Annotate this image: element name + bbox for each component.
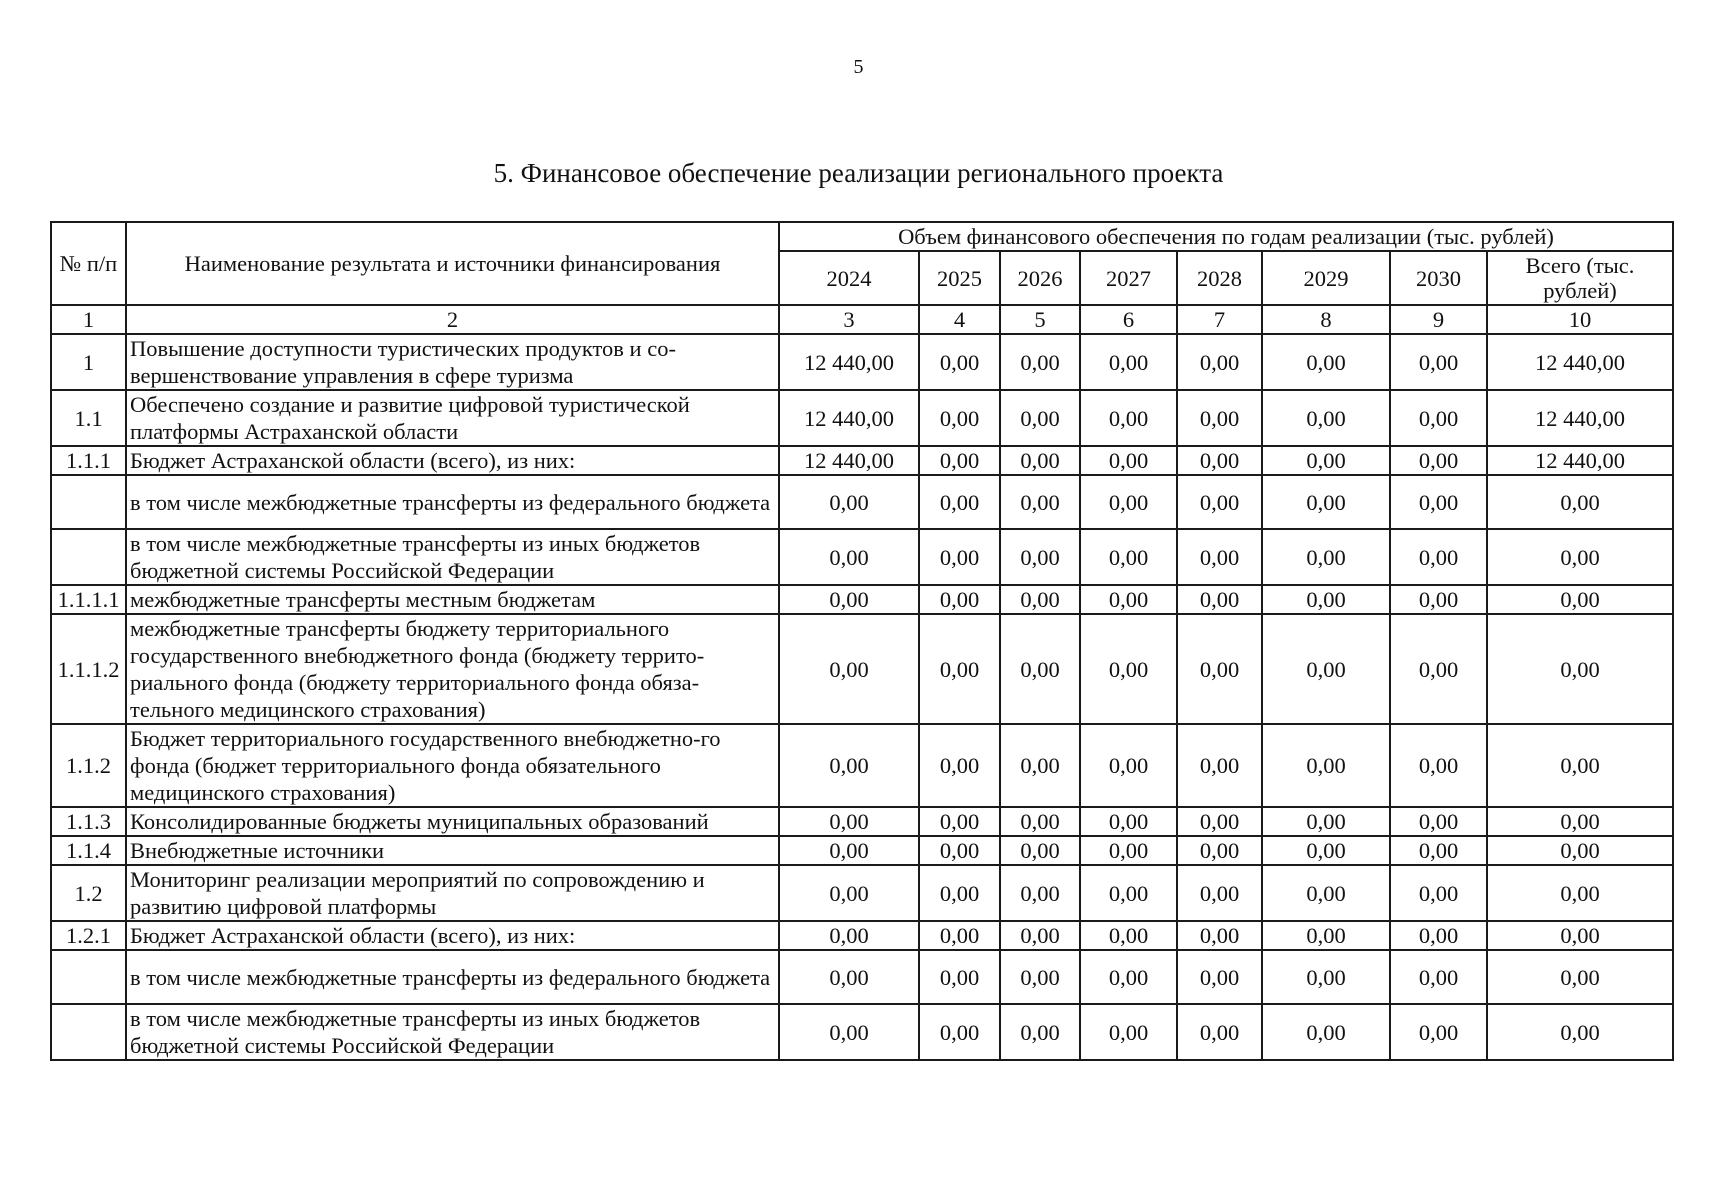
row-year-value: 0,00 — [1390, 334, 1487, 390]
table-row — [51, 475, 1673, 529]
row-name: Внебюджетные источники — [126, 836, 779, 865]
row-year-value: 0,00 — [1177, 475, 1262, 529]
row-number: 1.1.4 — [51, 836, 126, 865]
row-year-value: 0,00 — [1262, 614, 1390, 724]
row-year-value: 0,00 — [1390, 950, 1487, 1004]
row-year-value: 0,00 — [919, 724, 1000, 807]
row-year-value: 0,00 — [1080, 1004, 1177, 1060]
row-year-value: 12 440,00 — [779, 446, 919, 475]
column-number: 9 — [1390, 305, 1487, 334]
row-name: Обеспечено создание и развитие цифровой туристической платформы Астраханской области — [126, 390, 779, 446]
row-year-value: 0,00 — [919, 585, 1000, 614]
row-number: 1.1 — [51, 390, 126, 446]
header-year: 2025 — [919, 251, 1000, 305]
section-title: 5. Финансовое обеспечение реализации регионального проекта — [493, 158, 1224, 188]
row-number: 1.2 — [51, 865, 126, 921]
header-volume: Объем финансового обеспечения по годам реализации (тыс. рублей) — [779, 222, 1673, 251]
row-year-value: 0,00 — [1390, 390, 1487, 446]
row-year-value: 0,00 — [1000, 475, 1080, 529]
header-year: 2029 — [1262, 251, 1390, 305]
row-total-value: 0,00 — [1487, 529, 1673, 585]
row-year-value: 0,00 — [779, 724, 919, 807]
header-total: Всего (тыс. рублей) — [1487, 251, 1673, 305]
row-year-value: 0,00 — [1177, 1004, 1262, 1060]
row-year-value: 0,00 — [1262, 921, 1390, 950]
row-name: в том числе межбюджетные трансферты из иных бюджетов бюджетной системы Российской Федерации — [126, 1004, 779, 1060]
row-number: 1.2.1 — [51, 921, 126, 950]
financing-table-container — [50, 221, 1672, 1061]
row-year-value: 0,00 — [1080, 334, 1177, 390]
row-year-value: 0,00 — [779, 836, 919, 865]
row-year-value: 0,00 — [1177, 614, 1262, 724]
row-year-value: 0,00 — [1000, 865, 1080, 921]
row-year-value: 12 440,00 — [779, 390, 919, 446]
header-year: 2030 — [1390, 251, 1487, 305]
row-number — [51, 475, 126, 529]
column-number: 7 — [1177, 305, 1262, 334]
table-row — [51, 921, 1673, 950]
column-number: 10 — [1487, 305, 1673, 334]
row-year-value: 0,00 — [1000, 1004, 1080, 1060]
row-number: 1.1.2 — [51, 724, 126, 807]
column-number: 1 — [51, 305, 126, 334]
row-name: в том числе межбюджетные трансферты из федерального бюджета — [126, 950, 779, 1004]
row-total-value: 0,00 — [1487, 807, 1673, 836]
row-name: межбюджетные трансферты местным бюджетам — [126, 585, 779, 614]
table-row — [51, 724, 1673, 807]
row-year-value: 0,00 — [1177, 724, 1262, 807]
row-year-value: 0,00 — [1262, 529, 1390, 585]
column-number: 8 — [1262, 305, 1390, 334]
row-name: Консолидированные бюджеты муниципальных образований — [126, 807, 779, 836]
table-header — [51, 222, 1673, 305]
row-year-value: 0,00 — [1177, 950, 1262, 1004]
row-year-value: 0,00 — [919, 334, 1000, 390]
row-year-value: 0,00 — [1390, 836, 1487, 865]
row-total-value: 0,00 — [1487, 950, 1673, 1004]
row-total-value: 12 440,00 — [1487, 390, 1673, 446]
row-name: межбюджетные трансферты бюджету территориального государственного внебюджетного фонда (бюджету террито-риального фонда (бюджету территориального фонда обяза-тельного медицинского страхования) — [126, 614, 779, 724]
row-total-value: 0,00 — [1487, 836, 1673, 865]
row-number — [51, 1004, 126, 1060]
row-year-value: 0,00 — [1080, 390, 1177, 446]
row-total-value: 0,00 — [1487, 475, 1673, 529]
row-year-value: 0,00 — [1262, 334, 1390, 390]
header-year: 2026 — [1000, 251, 1080, 305]
row-number: 1 — [51, 334, 126, 390]
row-year-value: 0,00 — [1177, 334, 1262, 390]
row-number: 1.1.1.2 — [51, 614, 126, 724]
row-year-value: 0,00 — [1262, 836, 1390, 865]
table-row — [51, 950, 1673, 1004]
row-year-value: 0,00 — [1080, 950, 1177, 1004]
header-year: 2027 — [1080, 251, 1177, 305]
row-year-value: 0,00 — [1080, 529, 1177, 585]
row-year-value: 0,00 — [1080, 807, 1177, 836]
table-row — [51, 585, 1673, 614]
row-year-value: 0,00 — [1390, 1004, 1487, 1060]
row-year-value: 0,00 — [1080, 836, 1177, 865]
row-number: 1.1.1 — [51, 446, 126, 475]
row-year-value: 0,00 — [1390, 585, 1487, 614]
row-year-value: 0,00 — [779, 475, 919, 529]
table-row — [51, 807, 1673, 836]
row-year-value: 0,00 — [1177, 836, 1262, 865]
row-name: в том числе межбюджетные трансферты из федерального бюджета — [126, 475, 779, 529]
row-year-value: 0,00 — [919, 475, 1000, 529]
table-row — [51, 836, 1673, 865]
row-year-value: 0,00 — [1080, 585, 1177, 614]
row-year-value: 0,00 — [1390, 865, 1487, 921]
row-year-value: 0,00 — [1000, 585, 1080, 614]
row-year-value: 0,00 — [1177, 865, 1262, 921]
row-name: в том числе межбюджетные трансферты из иных бюджетов бюджетной системы Российской Федерации — [126, 529, 779, 585]
row-year-value: 0,00 — [1177, 807, 1262, 836]
row-year-value: 0,00 — [919, 1004, 1000, 1060]
header-year: 2024 — [779, 251, 919, 305]
row-year-value: 0,00 — [1000, 807, 1080, 836]
row-number: 1.1.1.1 — [51, 585, 126, 614]
row-total-value: 0,00 — [1487, 921, 1673, 950]
column-number: 6 — [1080, 305, 1177, 334]
row-year-value: 0,00 — [919, 446, 1000, 475]
page-number: 5 — [853, 56, 864, 78]
row-year-value: 0,00 — [1390, 724, 1487, 807]
row-total-value: 0,00 — [1487, 865, 1673, 921]
column-number: 2 — [126, 305, 779, 334]
table-row — [51, 1004, 1673, 1060]
row-number: 1.1.3 — [51, 807, 126, 836]
row-year-value: 0,00 — [1177, 390, 1262, 446]
row-year-value: 0,00 — [919, 950, 1000, 1004]
column-number: 3 — [779, 305, 919, 334]
row-year-value: 0,00 — [1000, 446, 1080, 475]
row-name: Повышение доступности туристических продуктов и со-вершенствование управления в сфере туризма — [126, 334, 779, 390]
row-year-value: 0,00 — [919, 921, 1000, 950]
row-year-value: 0,00 — [1080, 475, 1177, 529]
row-year-value: 12 440,00 — [779, 334, 919, 390]
row-name: Бюджет Астраханской области (всего), из них: — [126, 921, 779, 950]
table-row — [51, 334, 1673, 390]
row-year-value: 0,00 — [779, 614, 919, 724]
row-year-value: 0,00 — [1262, 475, 1390, 529]
header-year: 2028 — [1177, 251, 1262, 305]
column-number-row — [51, 305, 1673, 334]
table-row — [51, 390, 1673, 446]
row-year-value: 0,00 — [1000, 334, 1080, 390]
row-year-value: 0,00 — [1262, 446, 1390, 475]
row-year-value: 0,00 — [1000, 724, 1080, 807]
financing-table — [50, 221, 1674, 1061]
row-year-value: 0,00 — [919, 390, 1000, 446]
row-year-value: 0,00 — [1080, 724, 1177, 807]
row-number — [51, 950, 126, 1004]
table-row — [51, 529, 1673, 585]
row-total-value: 12 440,00 — [1487, 446, 1673, 475]
table-row — [51, 446, 1673, 475]
row-year-value: 0,00 — [919, 836, 1000, 865]
row-total-value: 12 440,00 — [1487, 334, 1673, 390]
row-total-value: 0,00 — [1487, 585, 1673, 614]
table-row — [51, 865, 1673, 921]
row-year-value: 0,00 — [1000, 529, 1080, 585]
table-body — [51, 305, 1673, 1060]
row-total-value: 0,00 — [1487, 724, 1673, 807]
row-year-value: 0,00 — [1262, 865, 1390, 921]
row-year-value: 0,00 — [1262, 950, 1390, 1004]
row-year-value: 0,00 — [1390, 921, 1487, 950]
row-total-value: 0,00 — [1487, 1004, 1673, 1060]
column-number: 4 — [919, 305, 1000, 334]
row-year-value: 0,00 — [779, 585, 919, 614]
row-year-value: 0,00 — [1080, 921, 1177, 950]
row-year-value: 0,00 — [1080, 865, 1177, 921]
row-year-value: 0,00 — [1262, 585, 1390, 614]
row-year-value: 0,00 — [919, 807, 1000, 836]
row-year-value: 0,00 — [779, 529, 919, 585]
row-year-value: 0,00 — [919, 614, 1000, 724]
row-year-value: 0,00 — [779, 865, 919, 921]
row-year-value: 0,00 — [1177, 529, 1262, 585]
row-year-value: 0,00 — [779, 807, 919, 836]
row-year-value: 0,00 — [919, 529, 1000, 585]
row-year-value: 0,00 — [779, 950, 919, 1004]
row-number — [51, 529, 126, 585]
row-year-value: 0,00 — [779, 1004, 919, 1060]
header-name: Наименование результата и источники финансирования — [126, 222, 779, 305]
row-year-value: 0,00 — [1000, 950, 1080, 1004]
column-number: 5 — [1000, 305, 1080, 334]
row-year-value: 0,00 — [1390, 446, 1487, 475]
row-year-value: 0,00 — [1080, 446, 1177, 475]
row-year-value: 0,00 — [1177, 921, 1262, 950]
row-year-value: 0,00 — [1262, 724, 1390, 807]
row-year-value: 0,00 — [919, 865, 1000, 921]
row-year-value: 0,00 — [1080, 614, 1177, 724]
row-year-value: 0,00 — [1000, 836, 1080, 865]
row-year-value: 0,00 — [1262, 390, 1390, 446]
row-name: Бюджет территориального государственного внебюджетно-го фонда (бюджет территориального фонда обязательного медицинского страхования) — [126, 724, 779, 807]
row-year-value: 0,00 — [1000, 921, 1080, 950]
row-year-value: 0,00 — [1390, 807, 1487, 836]
table-row — [51, 614, 1673, 724]
row-year-value: 0,00 — [779, 921, 919, 950]
row-year-value: 0,00 — [1262, 1004, 1390, 1060]
row-year-value: 0,00 — [1390, 529, 1487, 585]
row-year-value: 0,00 — [1177, 585, 1262, 614]
row-year-value: 0,00 — [1000, 390, 1080, 446]
row-total-value: 0,00 — [1487, 614, 1673, 724]
row-year-value: 0,00 — [1177, 446, 1262, 475]
row-name: Мониторинг реализации мероприятий по сопровождению и развитию цифровой платформы — [126, 865, 779, 921]
row-year-value: 0,00 — [1390, 614, 1487, 724]
row-year-value: 0,00 — [1262, 807, 1390, 836]
row-name: Бюджет Астраханской области (всего), из них: — [126, 446, 779, 475]
row-year-value: 0,00 — [1000, 614, 1080, 724]
row-year-value: 0,00 — [1390, 475, 1487, 529]
header-num: № п/п — [51, 222, 126, 305]
